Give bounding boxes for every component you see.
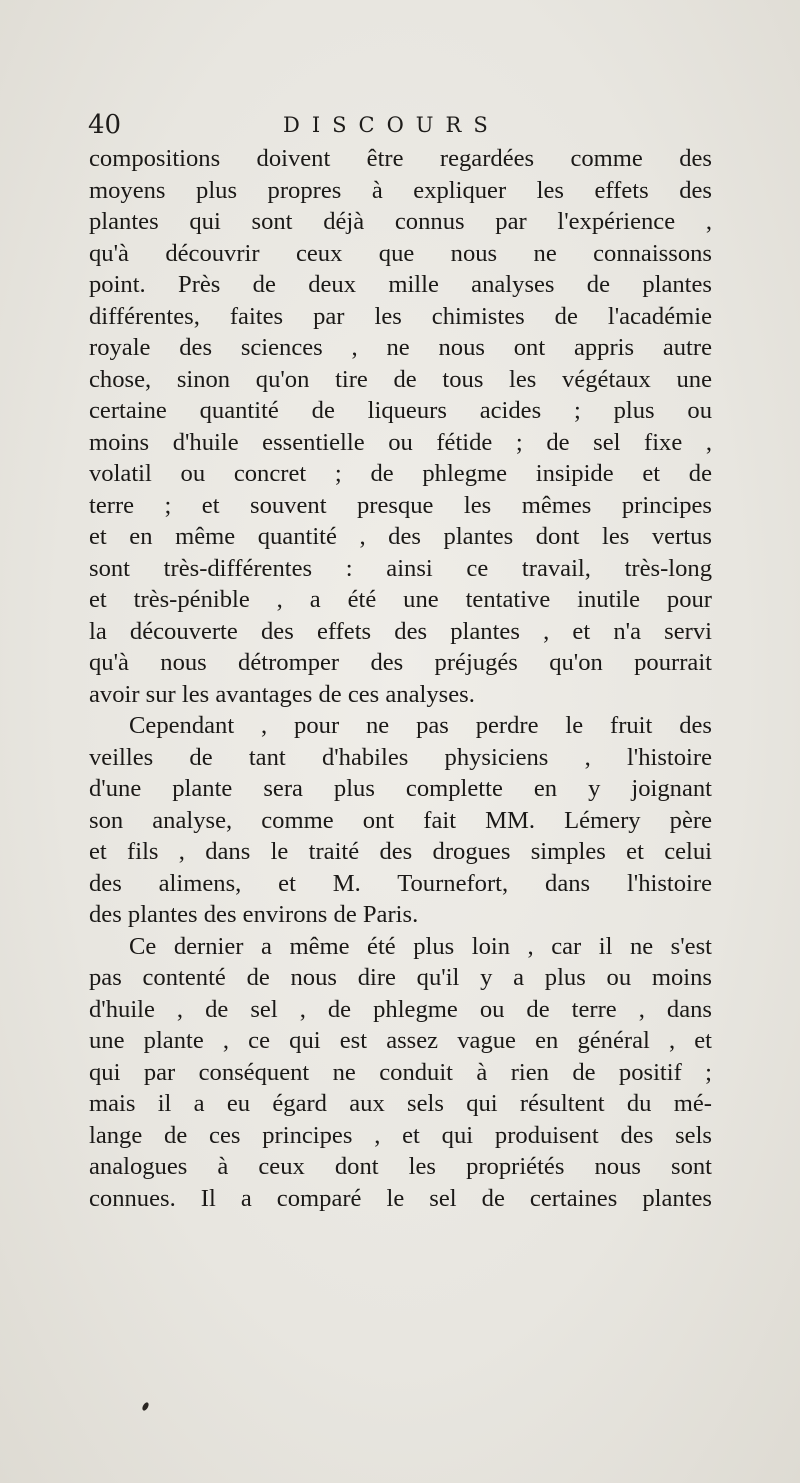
page-header [88, 108, 728, 142]
body-text [89, 143, 712, 1214]
text-line: compositions doivent être regardées comme des [89, 145, 712, 172]
text-line: lange de ces principes , et qui produisent des sels [89, 1121, 712, 1149]
text-line: plantes qui sont déjà connus par l'expérience , [89, 208, 712, 235]
text-line: et en même quantité , des plantes dont les vertus [89, 523, 712, 550]
text-line: pas contenté de nous dire qu'il y a plus ou moins [89, 964, 712, 991]
text-line: volatil ou concret ; de phlegme insipide et de [89, 460, 712, 487]
text-line: et très-pénible , a été une tentative inutile pour [89, 586, 712, 613]
text-line: certaine quantité de liqueurs acides ; plus ou [89, 397, 712, 424]
text-line: et fils , dans le traité des drogues simples et celui [89, 838, 712, 865]
text-line: point. Près de deux mille analyses de plantes [89, 271, 712, 298]
text-line: sont très-différentes : ainsi ce travail, très-long [89, 554, 712, 582]
text-line: avoir sur les avantages de ces analyses. [89, 680, 475, 708]
text-line: qui par conséquent ne conduit à rien de positif ; [89, 1058, 712, 1086]
text-line: des plantes des environs de Paris. [89, 901, 419, 928]
text-line: d'une plante sera plus complette en y joignant [89, 775, 712, 802]
running-head: DISCOURS [283, 113, 500, 137]
page-number: 40 [88, 110, 122, 140]
paragraph-start-line: Ce dernier a même été plus loin , car il ne s'est [129, 932, 712, 960]
text-line: qu'à nous détromper des préjugés qu'on pourrait [89, 649, 712, 676]
text-line: la découverte des effets des plantes , et n'a servi [89, 617, 712, 645]
text-line: connues. Il a comparé le sel de certaines plantes [89, 1184, 712, 1212]
text-line: veilles de tant d'habiles physiciens , l'histoire [89, 743, 712, 771]
text-line: mais il a eu égard aux sels qui résultent du mé- [89, 1090, 712, 1117]
paragraph-start-line: Cependant , pour ne pas perdre le fruit des [129, 712, 712, 739]
text-line: qu'à découvrir ceux que nous ne connaissons [89, 239, 712, 267]
text-line: moins d'huile essentielle ou fétide ; de sel fixe , [89, 428, 712, 456]
text-line: chose, sinon qu'on tire de tous les végétaux une [89, 365, 712, 393]
text-line: des alimens, et M. Tournefort, dans l'histoire [89, 869, 712, 897]
ink-speck [141, 1401, 150, 1411]
text-line: d'huile , de sel , de phlegme ou de terre , dans [89, 995, 712, 1023]
text-line: différentes, faites par les chimistes de l'académie [89, 302, 712, 330]
text-line: royale des sciences , ne nous ont appris autre [89, 334, 712, 361]
text-line: son analyse, comme ont fait MM. Lémery père [89, 806, 712, 834]
text-line: analogues à ceux dont les propriétés nous sont [89, 1153, 712, 1180]
text-line: terre ; et souvent presque les mêmes principes [89, 491, 712, 519]
text-line: une plante , ce qui est assez vague en général , et [89, 1027, 712, 1054]
text-line: moyens plus propres à expliquer les effets des [89, 176, 712, 204]
